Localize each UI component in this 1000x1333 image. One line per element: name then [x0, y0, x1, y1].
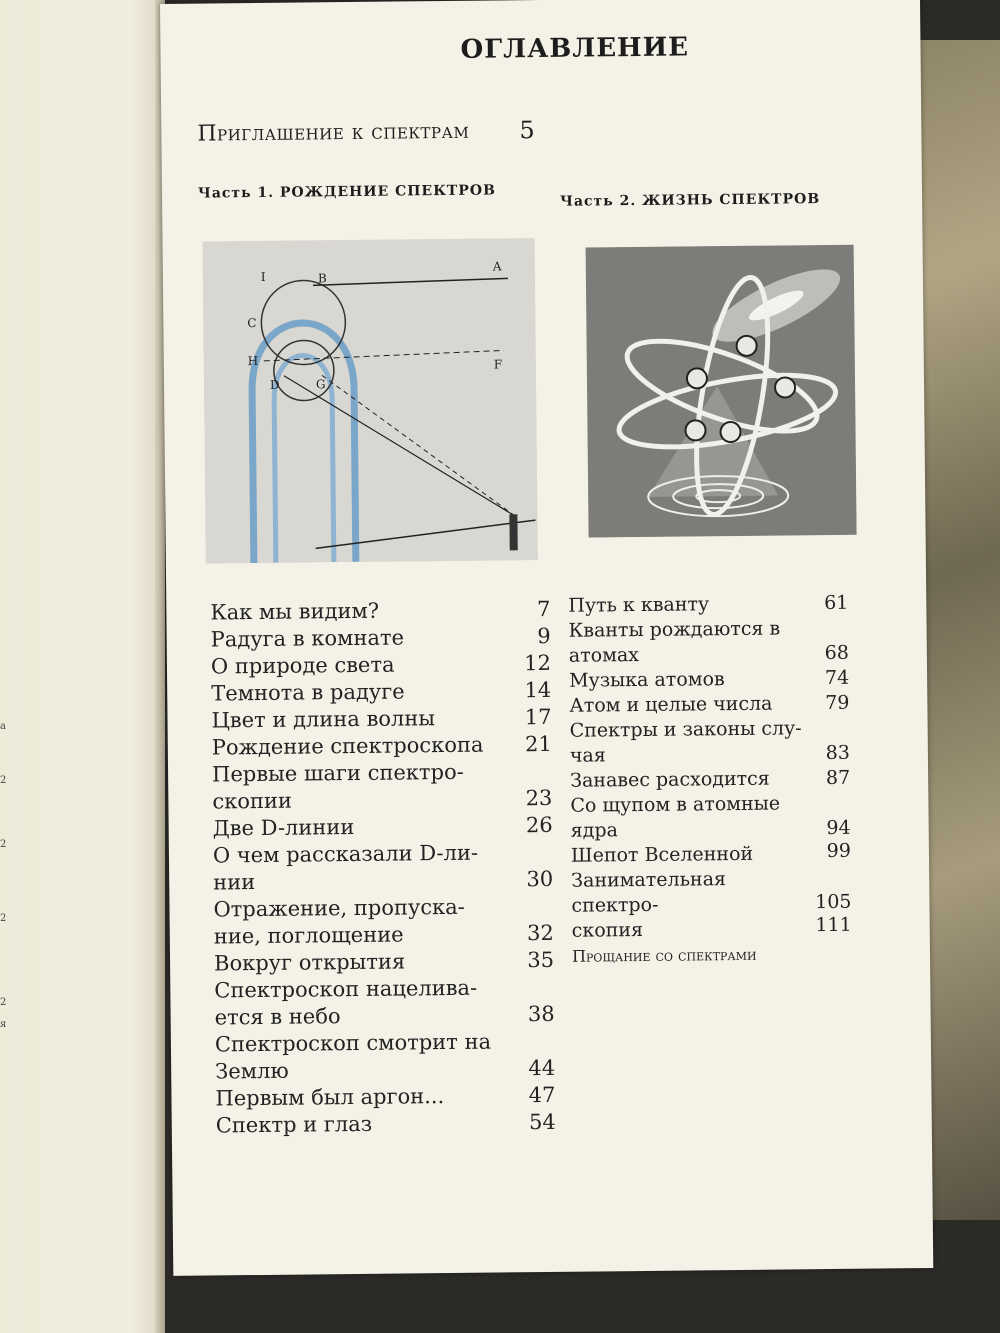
- atom-galaxy-image: [586, 245, 857, 538]
- toc-entry[interactable]: [213, 839, 554, 897]
- toc-entry[interactable]: [570, 716, 851, 769]
- toc-page: [160, 0, 933, 1276]
- toc-entry-title: Первые шаги спектро- скопии: [211, 759, 464, 814]
- toc-entry[interactable]: [213, 893, 554, 951]
- toc-entry-title: Музыка атомов: [569, 668, 725, 692]
- toc-entry[interactable]: [215, 1082, 555, 1113]
- toc-entry-page: 87: [825, 766, 851, 790]
- toc-entry[interactable]: [214, 974, 555, 1032]
- diagram-label: C: [247, 315, 257, 331]
- toc-entry-title: Вокруг открытия: [213, 949, 406, 976]
- toc-entry[interactable]: [570, 766, 850, 794]
- page-title: ОГЛАВЛЕНИЕ: [460, 32, 690, 65]
- rainbow-diagram: [203, 238, 538, 563]
- toc-entry-title: Цвет и длина волны: [211, 706, 436, 733]
- left-mark: 2: [0, 775, 7, 786]
- intro-entry-page: 5: [519, 116, 535, 145]
- left-page: [0, 0, 165, 1333]
- toc-entry-title: Спектр и глаз: [215, 1111, 373, 1138]
- toc-entry-title: Отражение, пропуска- ние, поглощение: [213, 894, 465, 949]
- toc-entry-page: 111: [815, 913, 852, 937]
- part2-entries: [568, 591, 852, 969]
- toc-entry-title: Со щупом в атомные ядра: [570, 792, 781, 842]
- toc-entry-page: 35: [527, 947, 555, 973]
- toc-entry-title: О чем рассказали D-ли- нии: [212, 840, 479, 895]
- toc-entry-page: 61: [824, 591, 849, 615]
- left-page-marks: [0, 720, 20, 1032]
- toc-entry-page: 9: [537, 623, 551, 649]
- toc-entry-title: Две D-линии: [212, 814, 355, 841]
- toc-entry-page: 38: [527, 1001, 555, 1027]
- toc-entry-page: 94: [826, 816, 851, 840]
- intro-entry-title: Приглашение к спектрам: [197, 118, 470, 147]
- toc-entry-page: 14: [524, 677, 552, 703]
- toc-entry[interactable]: [215, 1028, 556, 1086]
- toc-entry-title: Атом и целые числа: [569, 692, 773, 717]
- toc-entry-title: Первым был аргон...: [215, 1084, 445, 1111]
- toc-entry-title: Занимательная спектро- скопия: [571, 868, 727, 942]
- toc-entry[interactable]: [212, 731, 552, 762]
- toc-entry[interactable]: [214, 947, 554, 978]
- toc-entry-title: Темнота в радуге: [211, 679, 405, 706]
- part1-entries: [210, 596, 556, 1140]
- toc-entry-page: 47: [528, 1082, 556, 1108]
- toc-entry-title: Радуга в комнате: [210, 625, 405, 652]
- diagram-label: B: [317, 271, 327, 286]
- diagram-label: F: [493, 357, 503, 372]
- toc-entry-title: Путь к кванту: [568, 593, 710, 617]
- diagram-label: H: [247, 353, 259, 369]
- toc-entry[interactable]: [570, 791, 851, 844]
- atom-illustration: [586, 245, 857, 538]
- toc-entry-title: Спектроскоп нацелива- ется в небо: [214, 975, 478, 1030]
- toc-entry-page: 74: [824, 666, 850, 690]
- toc-entry-title: Спектроскоп смотрит на Землю: [214, 1029, 492, 1084]
- part1-heading: Часть 1. РОЖДЕНИЕ СПЕКТРОВ: [197, 182, 496, 202]
- left-mark: a: [0, 721, 6, 732]
- toc-entry-page: 12: [524, 650, 552, 676]
- toc-entry[interactable]: [568, 591, 848, 619]
- toc-entry-page: 68: [824, 641, 849, 665]
- toc-entry-page: 21: [524, 731, 552, 757]
- toc-entry-page: 32: [526, 920, 554, 946]
- toc-entry-title: Спектры и законы слу- чая: [569, 717, 802, 767]
- toc-entry-title: Как мы видим?: [210, 598, 380, 625]
- toc-entry-page: 30: [526, 866, 554, 892]
- left-mark: 2: [0, 839, 7, 850]
- left-mark: 2: [0, 913, 7, 924]
- diagram-label: D: [269, 377, 280, 392]
- toc-entry[interactable]: [211, 677, 551, 708]
- part2-heading: Часть 2. ЖИЗНЬ СПЕКТРОВ: [560, 191, 821, 210]
- toc-entry[interactable]: [212, 758, 553, 816]
- toc-entry[interactable]: [213, 812, 553, 843]
- toc-entry-title: Занавес расходится: [570, 767, 770, 792]
- toc-entry-page: 105: [815, 890, 852, 914]
- left-mark: я: [0, 1019, 7, 1030]
- diagram-label: G: [315, 377, 326, 392]
- left-mark: 2: [0, 997, 7, 1008]
- toc-entry-page: 79: [825, 691, 850, 715]
- diagram-label: A: [492, 259, 502, 274]
- toc-entry[interactable]: [568, 616, 849, 669]
- toc-entry-page: 7: [536, 596, 551, 622]
- toc-entry-title: Шепот Вселенной: [570, 842, 754, 867]
- diagram-label: I: [260, 269, 266, 284]
- toc-entry[interactable]: [572, 941, 852, 969]
- toc-entry-page: 54: [528, 1109, 556, 1135]
- toc-entry-page: 83: [825, 741, 851, 765]
- toc-entry-page: 44: [528, 1055, 556, 1081]
- toc-entry-page: 26: [525, 812, 553, 838]
- toc-entry[interactable]: [569, 691, 849, 719]
- toc-entry-title: Прощание со спектрами: [571, 944, 757, 966]
- toc-entry-title: О природе света: [210, 652, 395, 679]
- toc-entry-title: Кванты рождаются в атомах: [568, 617, 781, 667]
- toc-entry[interactable]: [571, 866, 852, 944]
- toc-entry-title: Рождение спектроскопа: [211, 732, 484, 760]
- toc-entry[interactable]: [210, 596, 550, 627]
- toc-entry[interactable]: [211, 650, 551, 681]
- toc-entry[interactable]: [569, 666, 849, 694]
- toc-entry[interactable]: [216, 1109, 556, 1140]
- toc-entry-page: 99: [826, 839, 852, 863]
- toc-entry[interactable]: [211, 704, 551, 735]
- toc-entry-page: 23: [525, 785, 553, 811]
- toc-entry-page: 17: [524, 704, 552, 730]
- toc-entry[interactable]: [571, 841, 851, 869]
- toc-entry[interactable]: [211, 623, 551, 654]
- rainbow-illustration: [203, 238, 538, 563]
